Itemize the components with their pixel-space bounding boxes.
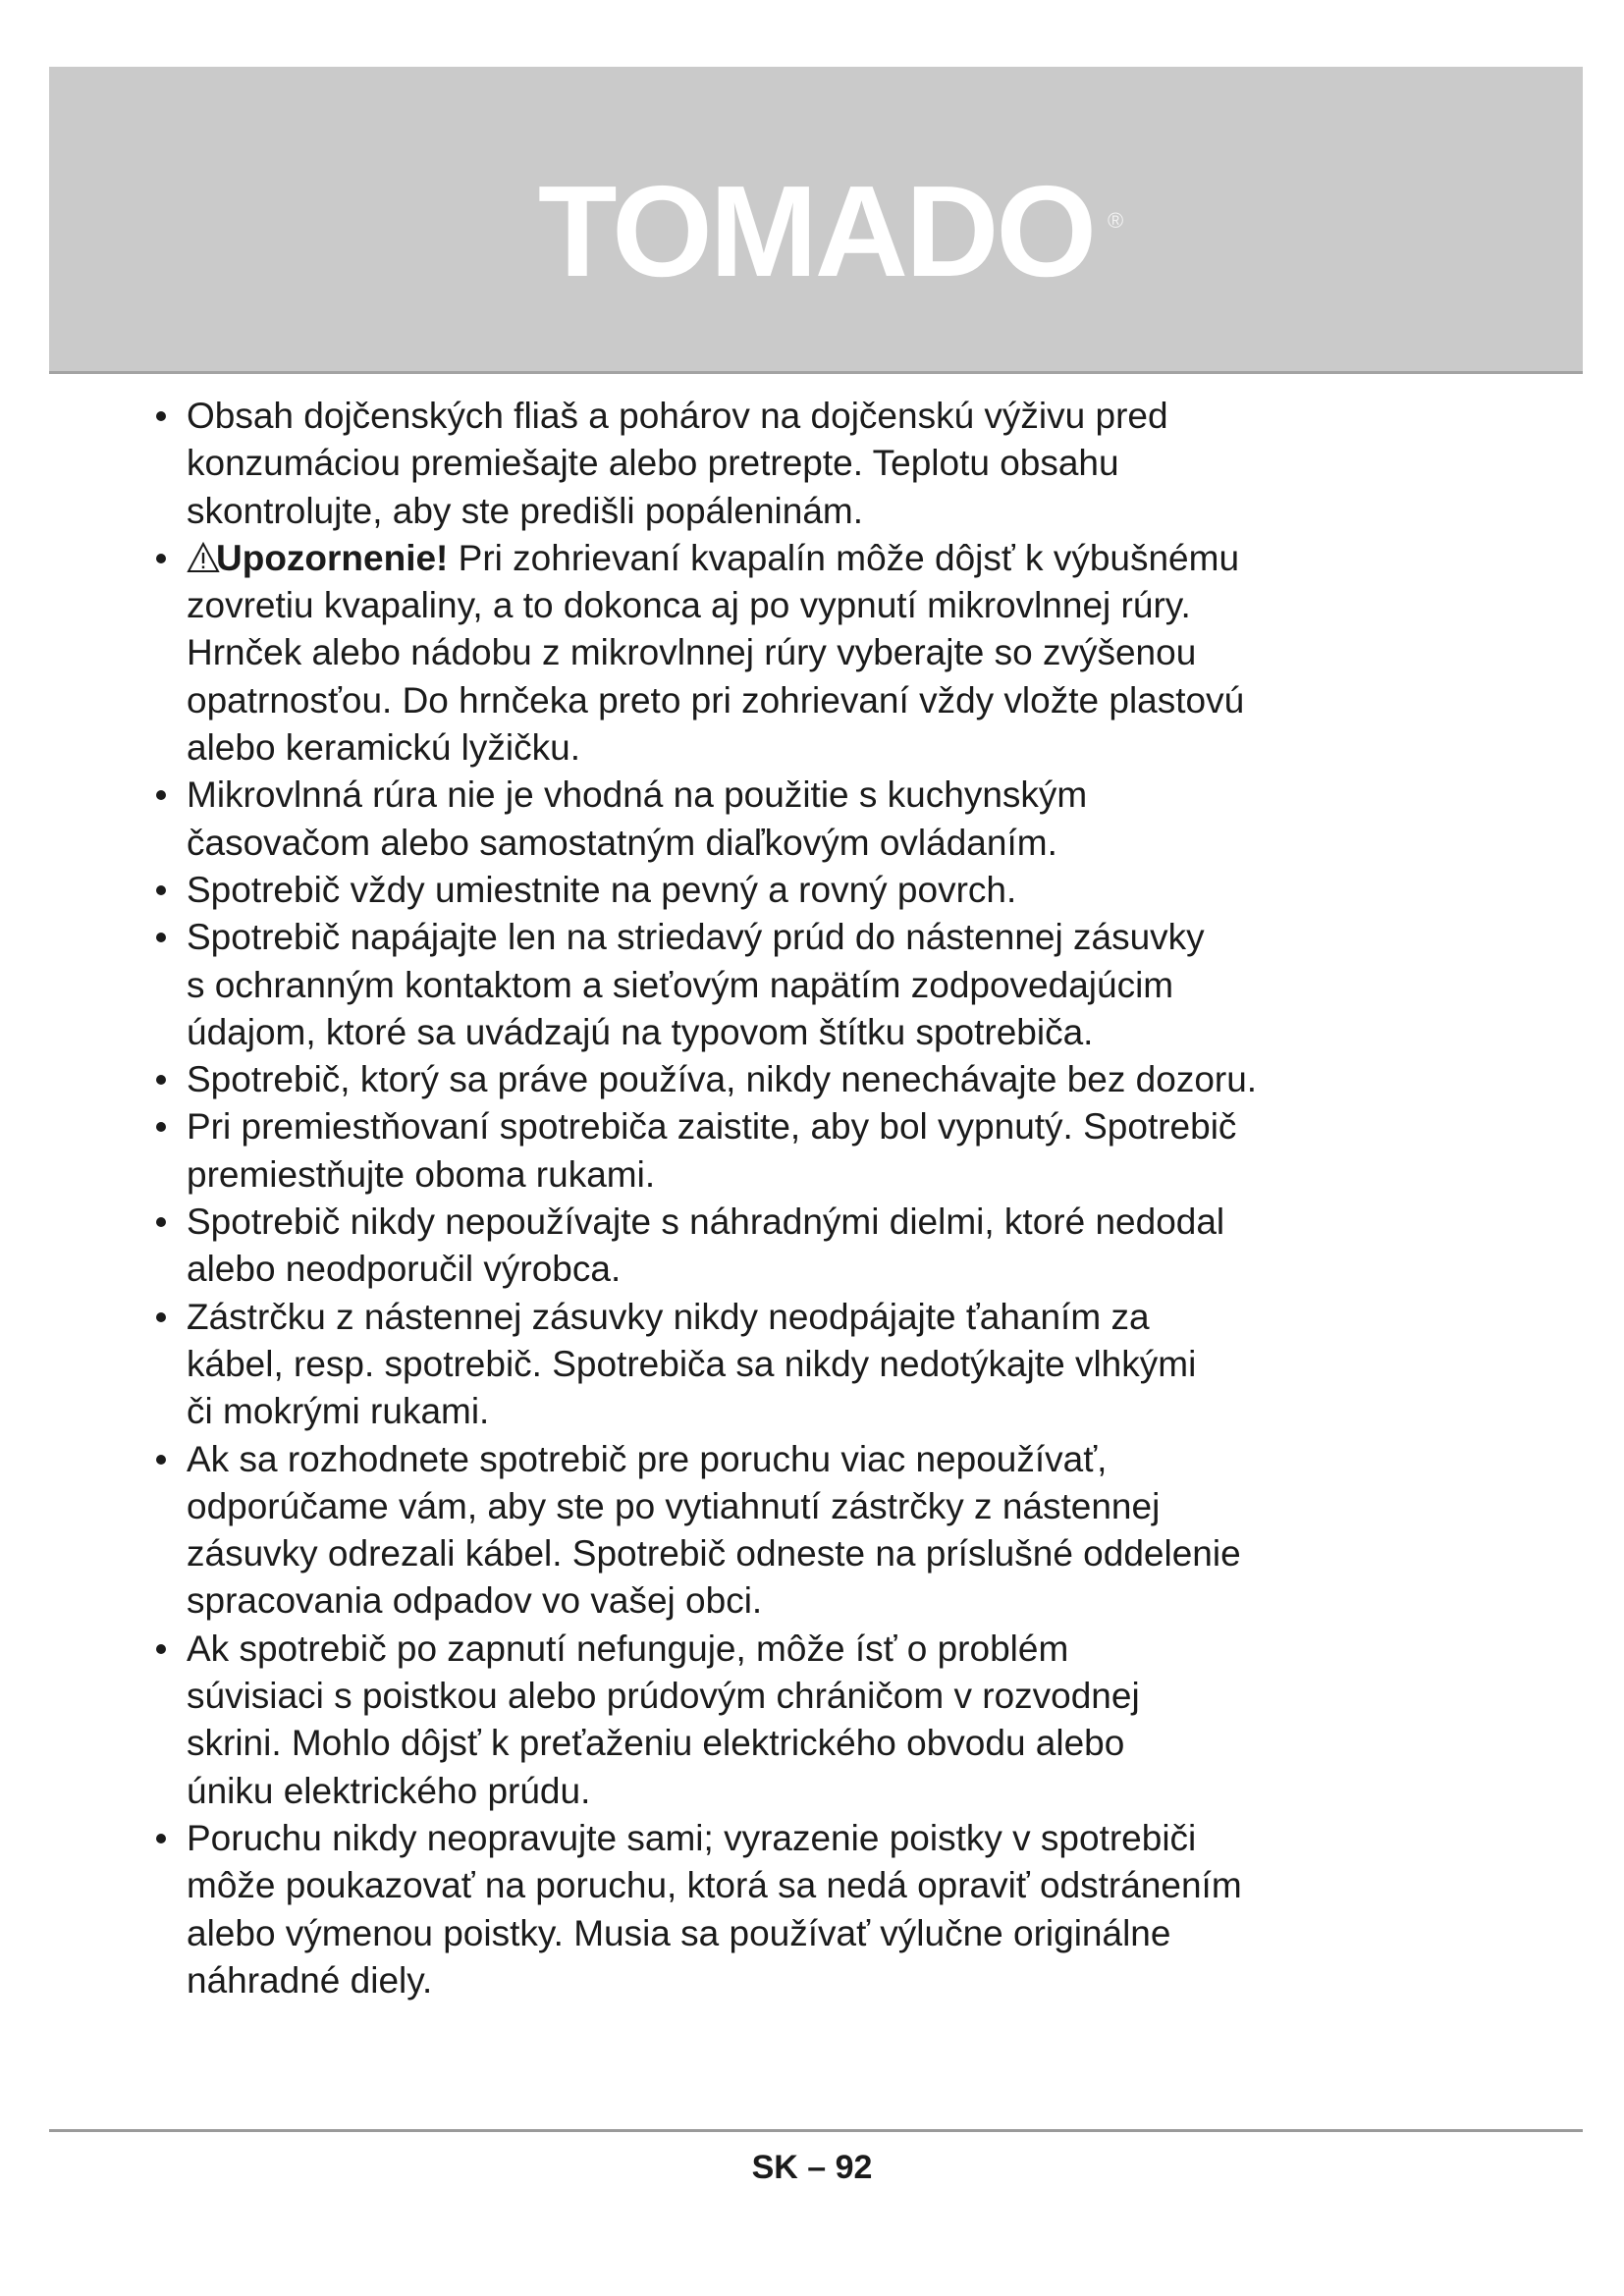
item-line: časovačom alebo samostatným diaľkovým ovládaním.	[187, 822, 1057, 863]
list-item	[147, 1056, 1581, 1103]
list-item	[147, 914, 1581, 1056]
list-item	[147, 1103, 1581, 1199]
brand-logo-text: TOMADO	[537, 159, 1095, 303]
list-item-warning	[147, 535, 1581, 772]
bullet	[156, 1834, 166, 1843]
footer-divider	[49, 2129, 1583, 2132]
item-line: Mikrovlnná rúra nie je vhodná na použitie s kuchynským	[187, 774, 1088, 816]
bullet	[156, 933, 166, 942]
item-line: s ochranným kontaktom a sieťovým napätím zodpovedajúcim	[187, 964, 1174, 1005]
list-item	[147, 1815, 1581, 2004]
item-line: alebo neodporučil výrobca.	[187, 1249, 622, 1290]
item-line: odporúčame vám, aby ste po vytiahnutí zástrčky z nástennej	[187, 1485, 1161, 1526]
item-line: Hrnček alebo nádobu z mikrovlnnej rúry vyberajte so zvýšenou	[187, 632, 1197, 673]
list-item	[147, 393, 1581, 535]
safety-instructions-list	[147, 393, 1581, 2004]
item-line: Poruchu nikdy neopravujte sami; vyrazenie poistky v spotrebiči	[187, 1817, 1197, 1858]
registered-mark: ®	[1108, 208, 1124, 233]
page-number: SK – 92	[751, 2149, 873, 2186]
item-line: konzumáciou premiešajte alebo pretrepte. Teplotu obsahu	[187, 443, 1119, 484]
header-banner	[49, 67, 1583, 374]
list-item	[147, 1626, 1581, 1815]
list-item	[147, 1436, 1581, 1626]
list-item	[147, 1294, 1581, 1436]
item-line: údajom, ktoré sa uvádzajú na typovom štítku spotrebiča.	[187, 1011, 1094, 1052]
bullet	[156, 554, 166, 563]
item-line: Obsah dojčenských fliaš a pohárov na dojčenskú výživu pred	[187, 396, 1168, 436]
item-line: opatrnosťou. Do hrnčeka preto pri zohrievaní vždy vložte plastovú	[187, 679, 1245, 721]
warning-triangle-icon	[187, 542, 220, 573]
item-line: Ak sa rozhodnete spotrebič pre poruchu viac nepoužívať,	[187, 1438, 1108, 1479]
item-line: Pri premiestňovaní spotrebiča zaistite, aby bol vypnutý. Spotrebič	[187, 1106, 1237, 1148]
bullet	[156, 790, 166, 800]
bullet	[156, 1075, 166, 1085]
item-line: Zástrčku z nástennej zásuvky nikdy neodpájajte ťahaním za	[187, 1296, 1150, 1337]
item-line: môže poukazovať na poruchu, ktorá sa nedá opraviť odstránením	[187, 1865, 1242, 1906]
list-item	[147, 1199, 1581, 1294]
item-line: zovretiu kvapaliny, a to dokonca aj po vypnutí mikrovlnnej rúry.	[187, 585, 1191, 626]
item-line: skontrolujte, aby ste predišli popáleninám.	[187, 490, 863, 531]
item-line-text: Pri zohrievaní kvapalín môže dôjsť k výbušnému	[458, 537, 1240, 578]
list-item	[147, 867, 1581, 914]
item-line: úniku elektrického prúdu.	[187, 1770, 591, 1811]
item-line: Spotrebič napájajte len na striedavý prúd do nástennej zásuvky	[187, 917, 1205, 958]
item-line: Ak spotrebič po zapnutí nefunguje, môže ísť o problém	[187, 1628, 1069, 1669]
item-line: alebo keramickú lyžičku.	[187, 727, 580, 769]
bullet	[156, 1312, 166, 1322]
item-line: náhradné diely.	[187, 1959, 433, 2001]
warning-label: Upozornenie!	[216, 537, 449, 578]
bullet	[156, 411, 166, 421]
item-line: alebo výmenou poistky. Musia sa používať výlučne originálne	[187, 1912, 1171, 1953]
item-line: spracovania odpadov vo vašej obci.	[187, 1580, 763, 1622]
item-line: Spotrebič, ktorý sa práve používa, nikdy nenechávajte bez dozoru.	[187, 1059, 1258, 1100]
item-line: či mokrými rukami.	[187, 1391, 490, 1432]
item-line: zásuvky odrezali kábel. Spotrebič odneste na príslušné oddelenie	[187, 1533, 1241, 1575]
item-line: premiestňujte oboma rukami.	[187, 1153, 656, 1195]
item-line: skrini. Mohlo dôjsť k preťaženiu elektrického obvodu alebo	[187, 1723, 1125, 1764]
item-line: kábel, resp. spotrebič. Spotrebiča sa nikdy nedotýkajte vlhkými	[187, 1343, 1197, 1384]
brand-logo	[49, 159, 1583, 303]
bullet	[156, 885, 166, 895]
bullet	[156, 1455, 166, 1465]
item-line: Spotrebič nikdy nepoužívajte s náhradnými dielmi, ktoré nedodal	[187, 1201, 1225, 1243]
bullet	[156, 1644, 166, 1654]
item-line: súvisiaci s poistkou alebo prúdovým chráničom v rozvodnej	[187, 1676, 1140, 1717]
bullet	[156, 1122, 166, 1132]
item-line	[187, 535, 1581, 582]
bullet	[156, 1217, 166, 1227]
list-item	[147, 772, 1581, 867]
item-line: Spotrebič vždy umiestnite na pevný a rovný povrch.	[187, 869, 1017, 910]
